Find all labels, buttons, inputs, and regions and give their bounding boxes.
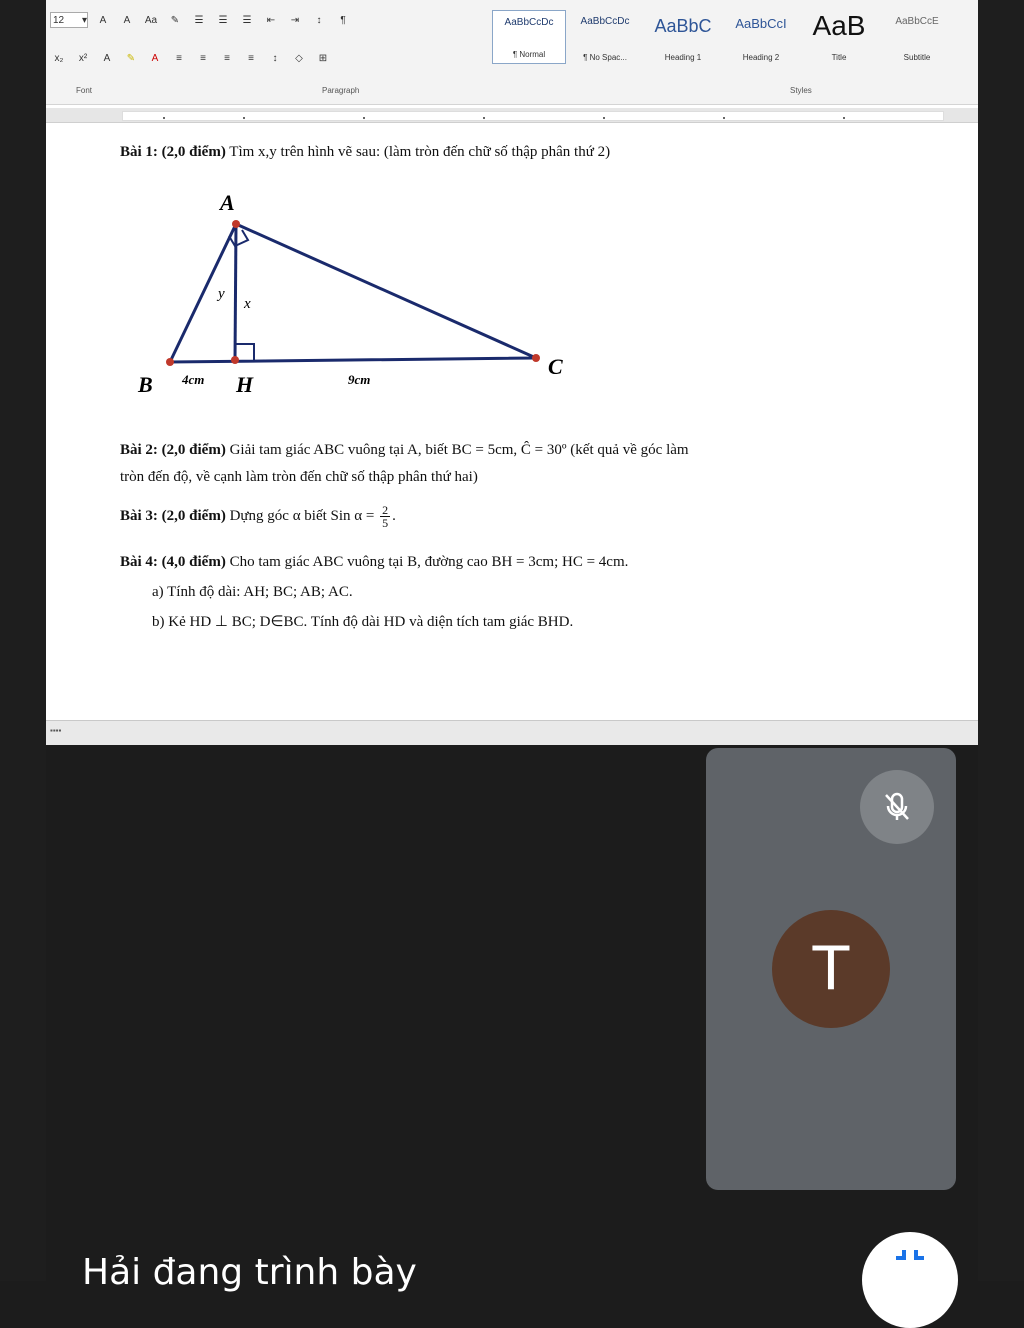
point-a (232, 220, 240, 228)
problem-4 (120, 554, 628, 571)
triangle-figure (126, 184, 606, 404)
font-size-value: 12 (53, 14, 65, 26)
ribbon-format-row (50, 50, 332, 66)
style-preview: AaBbCcDc (504, 17, 554, 28)
problem-3-label: Bài 3: (2,0 điểm) (120, 507, 226, 524)
ruler[interactable] (46, 108, 978, 123)
style-no-spacing[interactable] (566, 10, 644, 66)
segment-hc-length: 9cm (348, 372, 371, 387)
style-preview: AaBbCcI (735, 16, 787, 31)
triangle-abc (170, 224, 536, 362)
style-subtitle[interactable] (878, 10, 956, 66)
justify-icon[interactable]: ≡ (248, 52, 254, 64)
superscript-button[interactable]: x² (78, 52, 88, 64)
shading-icon[interactable]: ◇ (295, 52, 303, 64)
problem-2 (120, 442, 689, 459)
style-heading-2[interactable] (722, 10, 800, 66)
mic-off-svg (879, 789, 915, 825)
point-b (166, 358, 174, 366)
style-heading-1[interactable] (644, 10, 722, 66)
text-effects-icon[interactable]: A (103, 52, 111, 64)
ribbon (46, 0, 978, 105)
style-preview: AaB (812, 10, 866, 41)
shared-word-window (46, 0, 978, 745)
problem-4-label: Bài 4: (4,0 điểm) (120, 554, 226, 570)
label-a: A (220, 190, 235, 215)
style-name: Title (831, 53, 847, 62)
label-b: B (138, 372, 153, 397)
align-left-icon[interactable]: ≡ (176, 52, 182, 64)
fraction-denominator: 5 (382, 516, 389, 530)
document-page[interactable] (46, 124, 978, 720)
ruler-tick (483, 117, 485, 119)
subscript-button[interactable]: x₂ (54, 52, 64, 64)
problem-4-a: a) Tính độ dài: AH; BC; AB; AC. (152, 584, 353, 600)
ruler-tick (163, 117, 165, 119)
presenting-label: Hải đang trình bày (82, 1252, 417, 1293)
style-name: Heading 2 (742, 53, 780, 62)
styles-gallery (492, 10, 956, 66)
ruler-tick (243, 117, 245, 119)
fraction-numerator: 2 (382, 503, 389, 517)
label-h: H (236, 372, 254, 397)
font-size-dropdown[interactable] (50, 12, 88, 28)
status-text: ▪▪▪▪ (50, 726, 62, 735)
ribbon-font-row (50, 12, 352, 28)
ruler-tick (363, 117, 365, 119)
chevron-down-icon: ▾ (81, 14, 87, 26)
segment-bh-length: 4cm (182, 372, 205, 387)
style-preview: AaBbCcE (895, 16, 939, 27)
decrease-indent-icon[interactable]: ⇤ (266, 14, 276, 26)
label-x: x (244, 296, 251, 312)
label-y: y (218, 286, 225, 302)
layout-icon (890, 1244, 930, 1284)
problem-4-b: b) Kẻ HD ⊥ BC; D∈BC. Tính độ dài HD và diện tích tam giác BHD. (152, 614, 574, 630)
grow-font-button[interactable]: A (99, 14, 107, 26)
style-name: Heading 1 (664, 53, 702, 62)
style-name: Subtitle (903, 53, 931, 62)
problem-1-label: Bài 1: (2,0 điểm) (120, 144, 226, 160)
problem-2-label: Bài 2: (2,0 điểm) (120, 442, 226, 458)
change-case-button[interactable]: Aa (144, 14, 158, 26)
problem-3-end: . (392, 507, 396, 524)
line-spacing-icon[interactable]: ↕ (272, 52, 278, 64)
problem-2-text-1: Giải tam giác ABC vuông tại A, biết BC = 5cm, Ĉ = 30º (kết quả về góc làm (225, 442, 689, 458)
problem-3-text: Dựng góc α biết Sin α = (225, 507, 379, 524)
numbering-icon[interactable]: ☰ (218, 14, 228, 26)
ruler-tick (843, 117, 845, 119)
label-c: C (548, 354, 563, 379)
group-label-styles: Styles (790, 86, 812, 95)
style-normal[interactable] (492, 10, 566, 64)
group-label-font: Font (76, 86, 93, 95)
left-border (0, 0, 46, 1281)
problem-3 (120, 504, 396, 529)
highlight-icon[interactable]: ✎ (126, 52, 136, 64)
problem-1 (120, 144, 610, 161)
avatar: T (772, 910, 890, 1028)
mic-off-icon (860, 770, 934, 844)
align-right-icon[interactable]: ≡ (224, 52, 230, 64)
group-label-paragraph: Paragraph (322, 86, 360, 95)
ruler-tick (723, 117, 725, 119)
problem-4-text: Cho tam giác ABC vuông tại B, đường cao BH = 3cm; HC = 4cm. (225, 554, 629, 570)
ruler-track (122, 111, 944, 121)
align-center-icon[interactable]: ≡ (200, 52, 206, 64)
increase-indent-icon[interactable]: ⇥ (290, 14, 300, 26)
style-title[interactable] (800, 10, 878, 66)
point-h (231, 356, 239, 364)
shrink-font-button[interactable]: A (123, 14, 131, 26)
style-preview: AaBbCcDc (580, 16, 630, 27)
clear-format-icon[interactable]: ✎ (170, 14, 180, 26)
fraction (380, 504, 390, 529)
point-c (532, 354, 540, 362)
problem-1-text: Tìm x,y trên hình vẽ sau: (làm tròn đến chữ số thập phân thứ 2) (225, 144, 611, 160)
style-name: ¶ No Spac... (583, 53, 627, 62)
style-name: ¶ Normal (512, 50, 546, 59)
font-color-icon[interactable]: A (151, 52, 159, 64)
sort-icon[interactable]: ↕ (316, 14, 322, 26)
problem-2-cont: tròn đến độ, về cạnh làm tròn đến chữ số thập phân thứ hai) (120, 469, 478, 485)
style-preview: AaBbC (654, 16, 712, 36)
multilevel-list-icon[interactable]: ☰ (242, 14, 252, 26)
right-border (978, 0, 1024, 1281)
show-marks-button[interactable]: ¶ (340, 14, 346, 26)
status-bar (46, 720, 978, 745)
ruler-tick (603, 117, 605, 119)
layout-button[interactable] (862, 1232, 958, 1328)
bullets-icon[interactable]: ☰ (194, 14, 204, 26)
borders-icon[interactable]: ⊞ (318, 52, 328, 64)
